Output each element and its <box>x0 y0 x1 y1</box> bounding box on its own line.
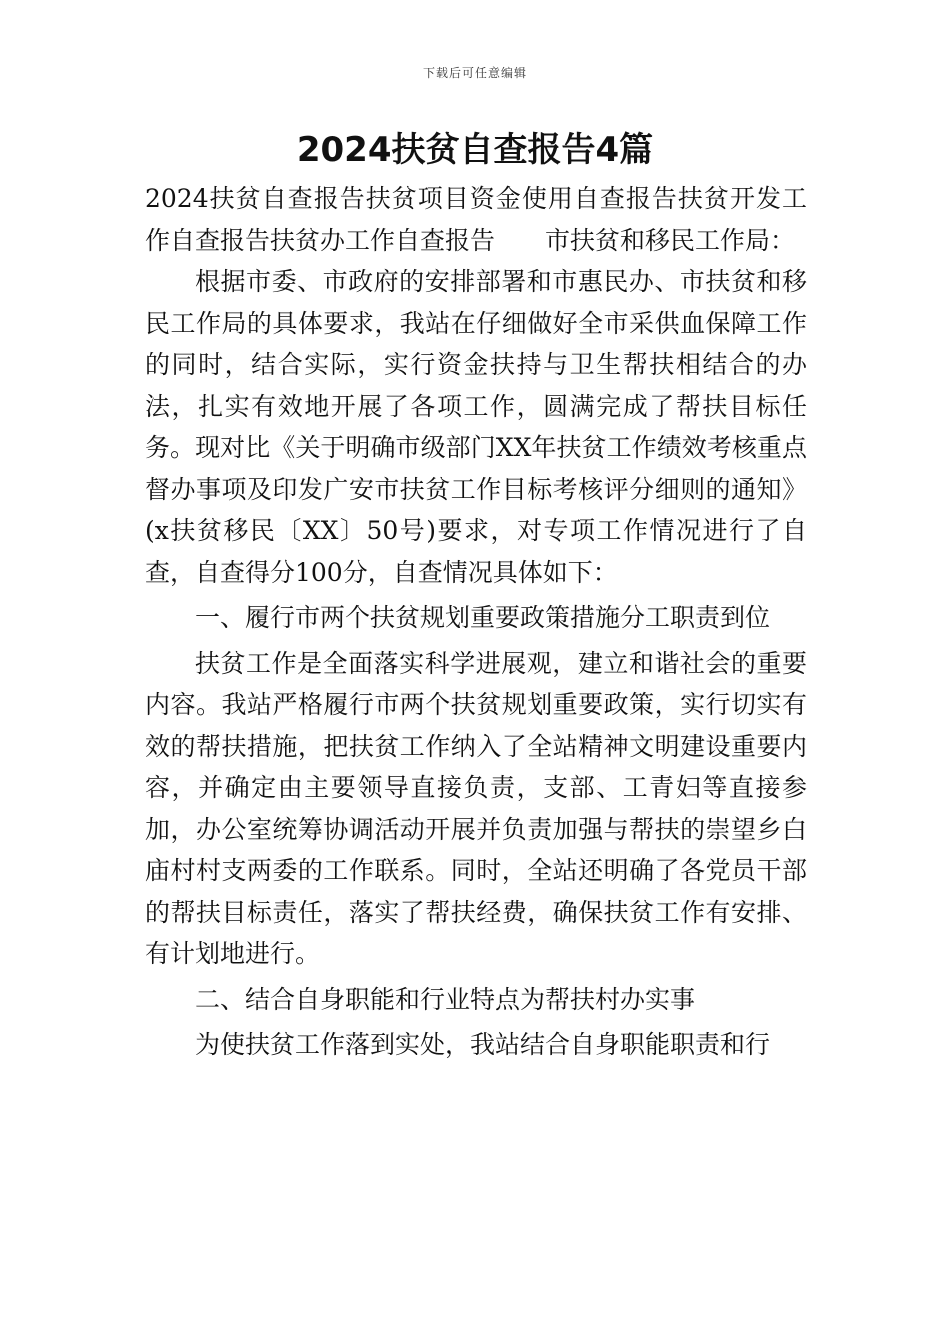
header-note: 下载后可任意编辑 <box>422 66 527 80</box>
body-paragraph: 扶贫工作是全面落实科学进展观，建立和谐社会的重要内容。我站严格履行市两个扶贫规划重要政策，实行切实有效的帮扶措施，把扶贫工作纳入了全站精神文明建设重要内容，并确定由主要领导直接负责，支部、工青妇等直接参加，办公室统筹协调活动开展并负责加强与帮扶的崇望乡白庙村村支两委的工作联系。同时，全站还明确了各党员干部的帮扶目标责任，落实了帮扶经费，确保扶贫工作有安排、有计划地进行。 <box>145 648 807 968</box>
section-heading: 二、结合自身职能和行业特点为帮扶村办实事 <box>195 984 696 1014</box>
section-heading: 一、履行市两个扶贫规划重要政策措施分工职责到位 <box>195 603 771 632</box>
body-paragraph: 为使扶贫工作落到实处，我站结合自身职能职责和行 <box>195 1030 771 1059</box>
lead-paragraph: 2024扶贫自查报告扶贫项目资金使用自查报告扶贫开发工作自查报告扶贫办工作自查报告 市扶贫和移民工作局： <box>145 184 807 255</box>
document-title: 2024扶贫自查报告4篇 <box>296 130 654 170</box>
body-paragraph: 根据市委、市政府的安排部署和市惠民办、市扶贫和移民工作局的具体要求，我站在仔细做好全市采供血保障工作的同时，结合实际，实行资金扶持与卫生帮扶相结合的办法，扎实有效地开展了各项工作，圆满完成了帮扶目标任务。现对比《关于明确市级部门XX年扶贫工作绩效考核重点督办事项及印发广安市扶贫工作目标考核评分细则的通知》(x扶贫移民〔XX〕50号)要求，对专项工作情况进行了自查，自查得分100分，自查情况具体如下： <box>145 267 807 587</box>
document-body <box>145 178 807 1066</box>
